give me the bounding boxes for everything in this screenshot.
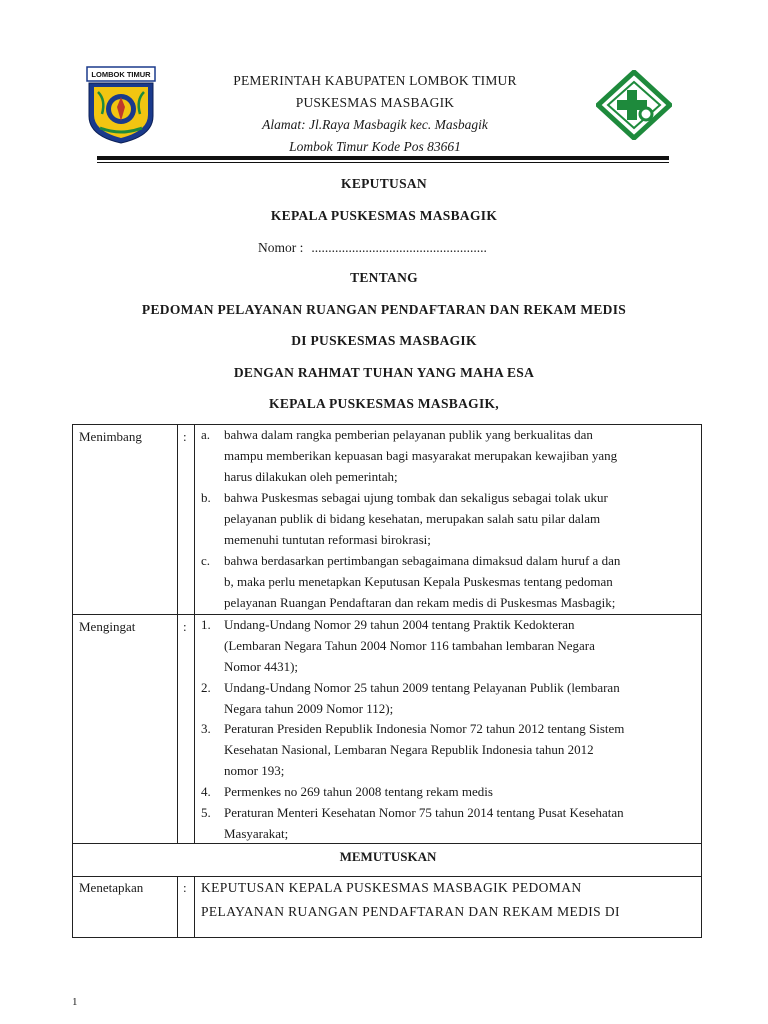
item-line: Peraturan Menteri Kesehatan Nomor 75 tahun 2014 tentang Pusat Kesehatan bbox=[224, 805, 624, 820]
regency-emblem-icon bbox=[86, 66, 156, 144]
nomor-value: .................................................... bbox=[311, 240, 487, 255]
letterhead-rule-thin bbox=[97, 162, 669, 163]
mengingat-label: Mengingat bbox=[79, 619, 136, 634]
column-divider-label-bottom bbox=[177, 876, 178, 938]
menimbang-colon: : bbox=[183, 429, 187, 444]
letterhead-rule-thick bbox=[97, 156, 669, 160]
item-line: bahwa berdasarkan pertimbangan sebagaimana dimaksud dalam huruf a dan bbox=[224, 553, 621, 568]
menimbang-label: Menimbang bbox=[79, 429, 142, 444]
item-marker: 1. bbox=[201, 617, 211, 632]
page-number: 1 bbox=[72, 996, 78, 1008]
menetapkan-label: Menetapkan bbox=[79, 880, 144, 895]
title-pedoman: PEDOMAN PELAYANAN RUANGAN PENDAFTARAN DAN REKAM MEDIS bbox=[141, 302, 627, 317]
item-line: pelayanan publik di bidang kesehatan, merupakan salah satu pilar dalam bbox=[224, 510, 601, 526]
mengingat-colon: : bbox=[183, 619, 187, 634]
title-tentang: TENTANG bbox=[350, 270, 418, 285]
item-line: pelayanan Ruangan Pendaftaran dan rekam medis di Puskesmas Masbagik; bbox=[224, 594, 616, 610]
item-line: (Lembaran Negara Tahun 2004 Nomor 116 tambahan lembaran Negara bbox=[224, 637, 595, 653]
item-marker: a. bbox=[201, 427, 211, 442]
title-kepala: KEPALA PUSKESMAS MASBAGIK bbox=[270, 208, 498, 223]
decision-table bbox=[72, 424, 702, 938]
item-line: bahwa dalam rangka pemberian pelayanan publik yang berkualitas dan bbox=[224, 427, 593, 442]
item-line: harus dilakukan oleh pemerintah; bbox=[224, 468, 398, 484]
item-marker: 2. bbox=[201, 680, 211, 695]
item-line: Undang-Undang Nomor 29 tahun 2004 tentang Praktik Kedokteran bbox=[224, 617, 575, 632]
item-line: Masyarakat; bbox=[224, 825, 289, 841]
item-line: b, maka perlu menetapkan Keputusan Kepala Puskesmas tentang pedoman bbox=[224, 573, 613, 589]
item-line: Nomor 4431); bbox=[224, 658, 299, 674]
memutuskan-heading: MEMUTUSKAN bbox=[339, 849, 437, 864]
item-line: Peraturan Presiden Republik Indonesia Nomor 72 tahun 2012 tentang Sistem bbox=[224, 721, 625, 736]
item-line: memenuhi tuntutan reformasi birokrasi; bbox=[224, 531, 431, 547]
title-rahmat: DENGAN RAHMAT TUHAN YANG MAHA ESA bbox=[233, 365, 535, 380]
title-di-puskesmas: DI PUSKESMAS MASBAGIK bbox=[291, 333, 477, 348]
menetapkan-line: KEPUTUSAN KEPALA PUSKESMAS MASBAGIK PEDOMAN bbox=[201, 880, 582, 895]
column-divider-colon-bottom bbox=[194, 876, 195, 938]
item-marker: 3. bbox=[201, 721, 211, 736]
item-line: nomor 193; bbox=[224, 762, 285, 778]
column-divider-colon bbox=[194, 425, 195, 843]
nomor-label: Nomor : bbox=[258, 240, 304, 255]
item-line: bahwa Puskesmas sebagai ujung tombak dan sekaligus sebagai tolak ukur bbox=[224, 490, 608, 505]
menetapkan-colon: : bbox=[183, 880, 187, 895]
puskesmas-cross-icon bbox=[596, 70, 672, 140]
nomor-line bbox=[258, 240, 487, 256]
emblem-label: LOMBOK TIMUR bbox=[91, 70, 151, 79]
item-line: Kesehatan Nasional, Lembaran Negara Republik Indonesia tahun 2012 bbox=[224, 741, 594, 757]
item-line: Negara tahun 2009 Nomor 112); bbox=[224, 700, 394, 716]
title-keputusan: KEPUTUSAN bbox=[341, 176, 427, 191]
letterhead-postal-code: Lombok Timur Kode Pos 83661 bbox=[289, 139, 461, 154]
item-marker: c. bbox=[201, 553, 211, 568]
letterhead-government: PEMERINTAH KABUPATEN LOMBOK TIMUR bbox=[233, 73, 517, 88]
menetapkan-text bbox=[201, 876, 681, 924]
item-marker: 5. bbox=[201, 805, 211, 820]
letterhead-address: Alamat: Jl.Raya Masbagik kec. Masbagik bbox=[262, 117, 488, 132]
title-kepala-2: KEPALA PUSKESMAS MASBAGIK, bbox=[269, 396, 499, 411]
letterhead bbox=[170, 70, 580, 158]
item-line: Permenkes no 269 tahun 2008 tentang rekam medis bbox=[224, 784, 493, 799]
menetapkan-line: PELAYANAN RUANGAN PENDAFTARAN DAN REKAM MEDIS DI bbox=[201, 904, 620, 919]
column-divider-label bbox=[177, 425, 178, 843]
item-line: Undang-Undang Nomor 25 tahun 2009 tentang Pelayanan Publik (lembaran bbox=[224, 680, 620, 695]
item-line: mampu memberikan kepuasan bagi masyarakat merupakan kewajiban yang bbox=[224, 447, 618, 463]
item-marker: b. bbox=[201, 490, 211, 505]
letterhead-institution: PUSKESMAS MASBAGIK bbox=[295, 95, 455, 110]
item-marker: 4. bbox=[201, 784, 211, 799]
